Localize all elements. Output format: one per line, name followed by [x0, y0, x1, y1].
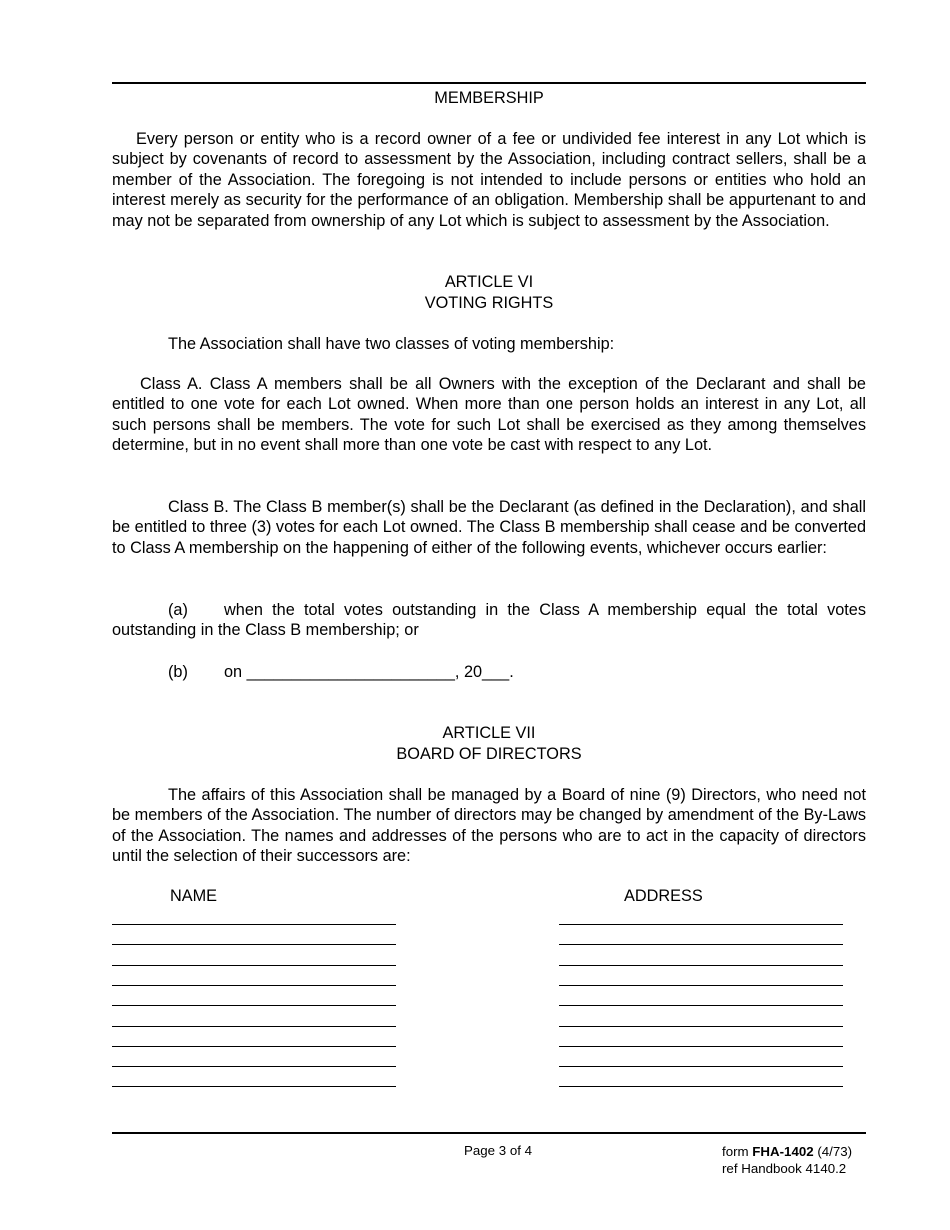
name-blank-line[interactable] [112, 985, 396, 986]
name-blank-line[interactable] [112, 1046, 396, 1047]
item-b-line [168, 662, 514, 682]
address-blank-line[interactable] [559, 1026, 843, 1027]
top-rule [112, 82, 866, 84]
voting-intro [168, 334, 614, 354]
article-7-title: BOARD OF DIRECTORS [396, 745, 582, 763]
form-date: (4/73) [813, 1144, 853, 1159]
name-blank-line[interactable] [112, 944, 396, 945]
form-reference [722, 1143, 852, 1160]
name-column-header: NAME [170, 887, 218, 905]
address-blank-line[interactable] [559, 965, 843, 966]
name-blank-line[interactable] [112, 1026, 396, 1027]
item-b-label: (b) [168, 663, 188, 681]
article-6-title: VOTING RIGHTS [424, 294, 554, 312]
membership-text: Every person or entity who is a record owner of a fee or undivided fee interest in any Lot which is subject by covenants of record to assessment by the Association, including contract sellers, shall be a member of the Association. The foregoing is not intended to include persons or entities who hold an interest merely as security for the performance of an obligation. Membership shall be appurtenant to and may not be separated from ownership of any Lot which is subject to assessment by the Association. [112, 130, 866, 230]
address-blank-line[interactable] [559, 985, 843, 986]
name-blank-line[interactable] [112, 965, 396, 966]
name-blank-line[interactable] [112, 1086, 396, 1087]
page-number: Page 3 of 4 [464, 1143, 533, 1158]
board-text: The affairs of this Association shall be managed by a Board of nine (9) Directors, who need not be members of the Association. The number of directors may be changed by amendment of the By-Laws of the Association. The names and addresses of the persons who are to act in the capacity of directors until the selection of their successors are: [112, 786, 866, 866]
name-blank-line[interactable] [112, 1066, 396, 1067]
membership-paragraph [112, 129, 866, 231]
address-blank-line[interactable] [559, 944, 843, 945]
board-paragraph [112, 785, 866, 867]
handbook-reference: ref Handbook 4140.2 [722, 1161, 847, 1176]
membership-heading: MEMBERSHIP [434, 89, 544, 107]
article-7-number: ARTICLE VII [442, 724, 536, 742]
item-a-paragraph [112, 600, 866, 641]
name-blank-line[interactable] [112, 1005, 396, 1006]
class-b-paragraph [112, 497, 866, 558]
form-prefix: form [722, 1144, 753, 1159]
address-blank-line[interactable] [559, 1005, 843, 1006]
name-blank-line[interactable] [112, 924, 396, 925]
form-number: FHA-1402 [752, 1144, 814, 1159]
address-blank-line[interactable] [559, 924, 843, 925]
item-b-date-blank[interactable]: on _______________________, 20___. [224, 663, 514, 681]
item-a-label: (a) [168, 601, 188, 619]
class-a-paragraph [112, 374, 866, 456]
voting-intro-text: The Association shall have two classes of voting membership: [168, 335, 615, 353]
article-6-number: ARTICLE VI [444, 273, 534, 291]
item-a-text: when the total votes outstanding in the Class A membership equal the total votes outstanding in the Class B membership; or [112, 601, 866, 640]
class-a-text: Class A. Class A members shall be all Owners with the exception of the Declarant and shall be entitled to one vote for each Lot owned. When more than one person holds an interest in any Lot, all such persons shall be members. The vote for such Lot shall be exercised as they among themselves determine, but in no event shall more than one vote be cast with respect to any Lot. [112, 375, 866, 455]
class-b-text: Class B. The Class B member(s) shall be the Declarant (as defined in the Declaration), and shall be entitled to three (3) votes for each Lot owned. The Class B membership shall cease and be converted to Class A membership on the happening of either of the following events, whichever occurs earlier: [112, 498, 866, 557]
address-column-header: ADDRESS [624, 887, 703, 905]
address-blank-line[interactable] [559, 1046, 843, 1047]
address-blank-line[interactable] [559, 1066, 843, 1067]
bottom-rule [112, 1132, 866, 1134]
address-blank-line[interactable] [559, 1086, 843, 1087]
